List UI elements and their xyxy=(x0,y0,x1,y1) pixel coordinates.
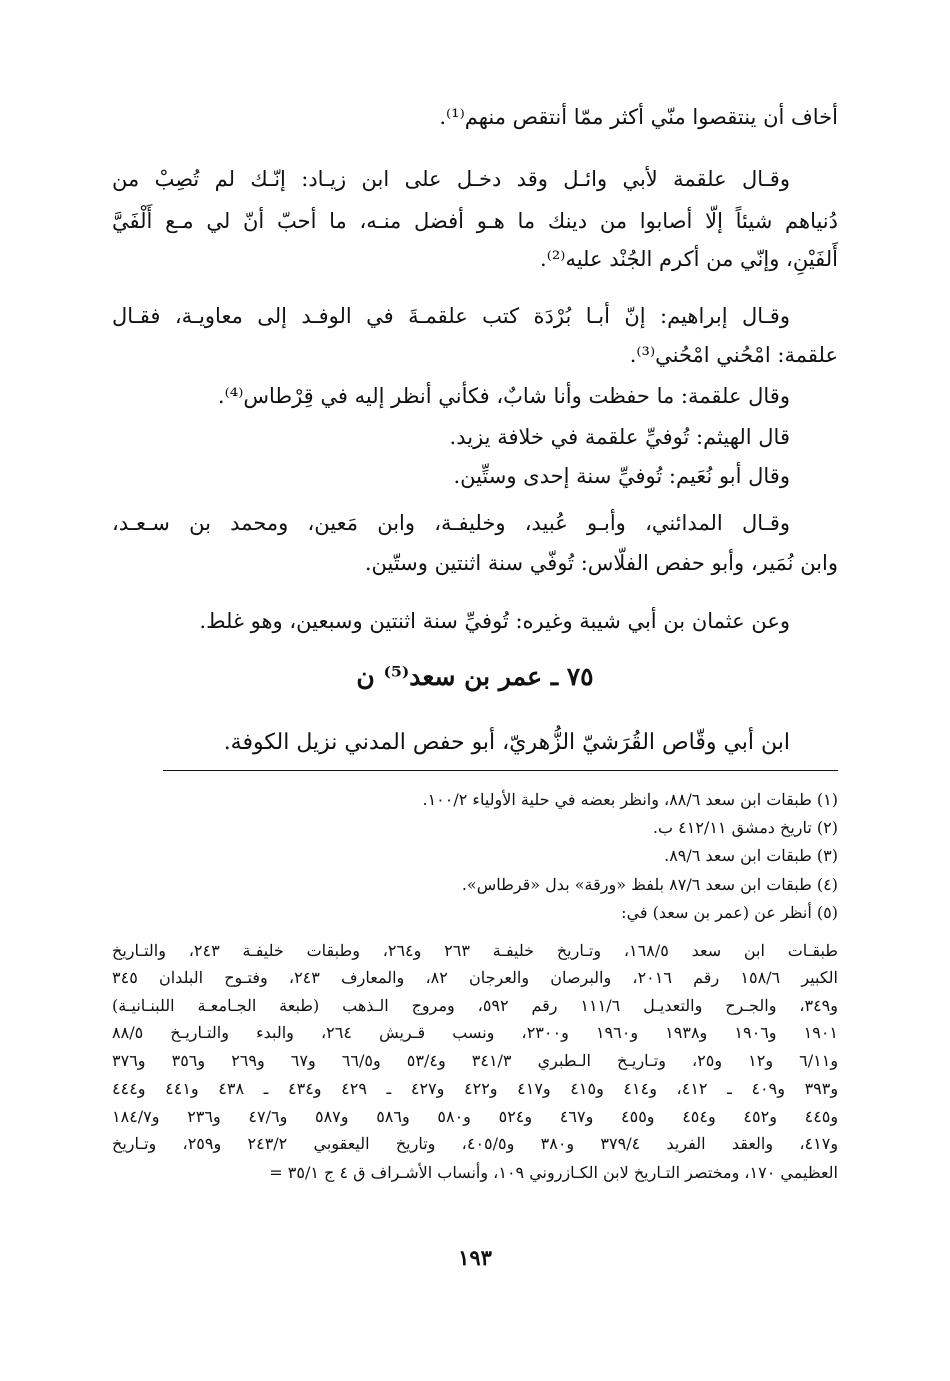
footnote-item: (٣) طبقات ابن سعد ٨٩/٦. xyxy=(664,846,838,865)
footnote-line: و٦/١١ و١٢ و٢٥، وتـاريـخ الـطبري ٣٤١/٣ و٥٣/٤ و٦٦/٥ و٦٧ و٢٦٩ و٣٥٦ و٣٧٦ xyxy=(112,1051,839,1070)
footnote-item: (٢) تاريخ دمشق ٤١٢/١١ ب. xyxy=(652,818,838,837)
footnote-line: الكبير ١٥٨/٦ رقم ٢٠١٦، والبرصان والعرجان ٨٢، والمعارف ٢٤٣، وفتـوح البلدان ٣٤٥ xyxy=(112,968,838,987)
body-line: وقال أبو نُعَيم: تُوفيِّ سنة إحدى وستِّين. xyxy=(453,464,790,488)
footnote-line: العظيمي ١٧٠، ومختصر التـاريخ لابن الكـازروني ١٠٩، وأنساب الأشـراف ق ٤ ج ٣٥/١ = xyxy=(269,1163,838,1182)
body-line: وقـال المدائني، وأبـو عُبيد، وخليفـة، وابن مَعين، ومحمد بن سـعـد، xyxy=(112,511,790,535)
footnote-line: ١٩٠١ و١٩٠٦ و١٩٣٨ و١٩٦٠ و٢٣٠٠، ونسب قـريش ٢٦٤، والبدء والتـاريـخ ٨٨/٥ xyxy=(112,1023,839,1042)
body-line: وقـال علقمة لأبي وائـل وقد دخـل على ابن زيـاد: إنّـك لم تُصِبْ من xyxy=(112,167,790,191)
footnote-item: (٥) أنظر عن (عمر بن سعد) في: xyxy=(621,903,838,922)
body-line: وعن عثمان بن أبي شيبة وغيره: تُوفيِّ سنة اثنتين وسبعين، وهو غلط. xyxy=(199,609,790,633)
entry-subline: ابن أبي وقّاص القُرَشيّ الزُّهريّ، أبو حفص المدني نزيل الكوفة. xyxy=(223,730,790,755)
body-line: دُنياهم شيئاً إلّا أصابوا من دينك ما هـو أفضل منـه، ما أحبّ أنّ لي مـع أَلْفَيَّ xyxy=(112,209,838,233)
footnote-line: طبقـات ابن سعد ١٦٨/٥، وتـاريخ خليفـة ٢٦٣ و٢٦٤، وطبقات خليفـة ٢٤٣، والتـاريخ xyxy=(112,941,838,960)
footnote-item: (١) طبقات ابن سعد ٨٨/٦، وانظر بعضه في حلية الأولياء ١٠٠/٢. xyxy=(422,790,838,809)
body-line: علقمة: امْحُني امْحُني⁽³⁾. xyxy=(629,343,838,367)
entry-heading: ٧٥ ـ عمر بن سعد⁽⁵⁾ ن xyxy=(356,662,594,691)
footnote-line: و٣٤٩، والجـرح والتعديـل ١١١/٦ رقم ٥٩٢، ومروج الـذهب (طبعة الجـامعـة اللبنـانيـة) xyxy=(112,996,838,1015)
page-number: ١٩٣ xyxy=(458,1245,492,1270)
footnote-line: و٤٤٥ و٤٥٢ و٤٥٤ و٤٥٥ و٤٦٧ و٥٢٤ و٥٨٠ و٥٨٦ و٥٨٧ و٤٧/٦ و٢٣٦ و١٨٤/٧ xyxy=(112,1107,839,1126)
footnote-divider xyxy=(163,770,838,771)
body-line: وابن نُمَير، وأبو حفص الفلّاس: تُوفّي سنة اثنتين وستّين. xyxy=(364,551,838,575)
footnote-item: (٤) طبقات ابن سعد ٨٧/٦ بلفظ «ورقة» بدل «قرطاس». xyxy=(461,875,838,894)
body-line: أَلفَيْنِ، وإنّي من أكرم الجُنْد عليه⁽²⁾. xyxy=(540,247,838,271)
body-line: وقـال إبراهيم: إنّ أبـا بُرْدَة كتب علقمـةَ في الوفـد إلى معاويـة، فقـال xyxy=(112,304,790,328)
footnote-line: و٤١٧، والعقد الفريد ٣٧٩/٤ و٣٨٠ و٤٠٥/٥، وتاريخ اليعقوبي ٢٤٣/٢ و٢٥٩، وتـاريخ xyxy=(112,1134,839,1153)
body-line: أخاف أن ينتقصوا منّي أكثر ممّا أنتقص منهم⁽¹⁾. xyxy=(439,105,838,129)
footnote-line: و٣٩٣ و٤٠٩ ـ ٤١٢، و٤١٤ و٤١٥ و٤١٧ و٤٢٢ و٤٢٧ ـ ٤٢٩ و٤٣٤ ـ ٤٣٨ و٤٤١ و٤٤٤ xyxy=(112,1079,839,1098)
body-line: قال الهيثم: تُوفيِّ علقمة في خلافة يزيد. xyxy=(449,425,790,449)
body-line: وقال علقمة: ما حفظت وأنا شابٌ، فكأني أنظر إليه في قِرْطاس⁽⁴⁾. xyxy=(217,384,790,408)
